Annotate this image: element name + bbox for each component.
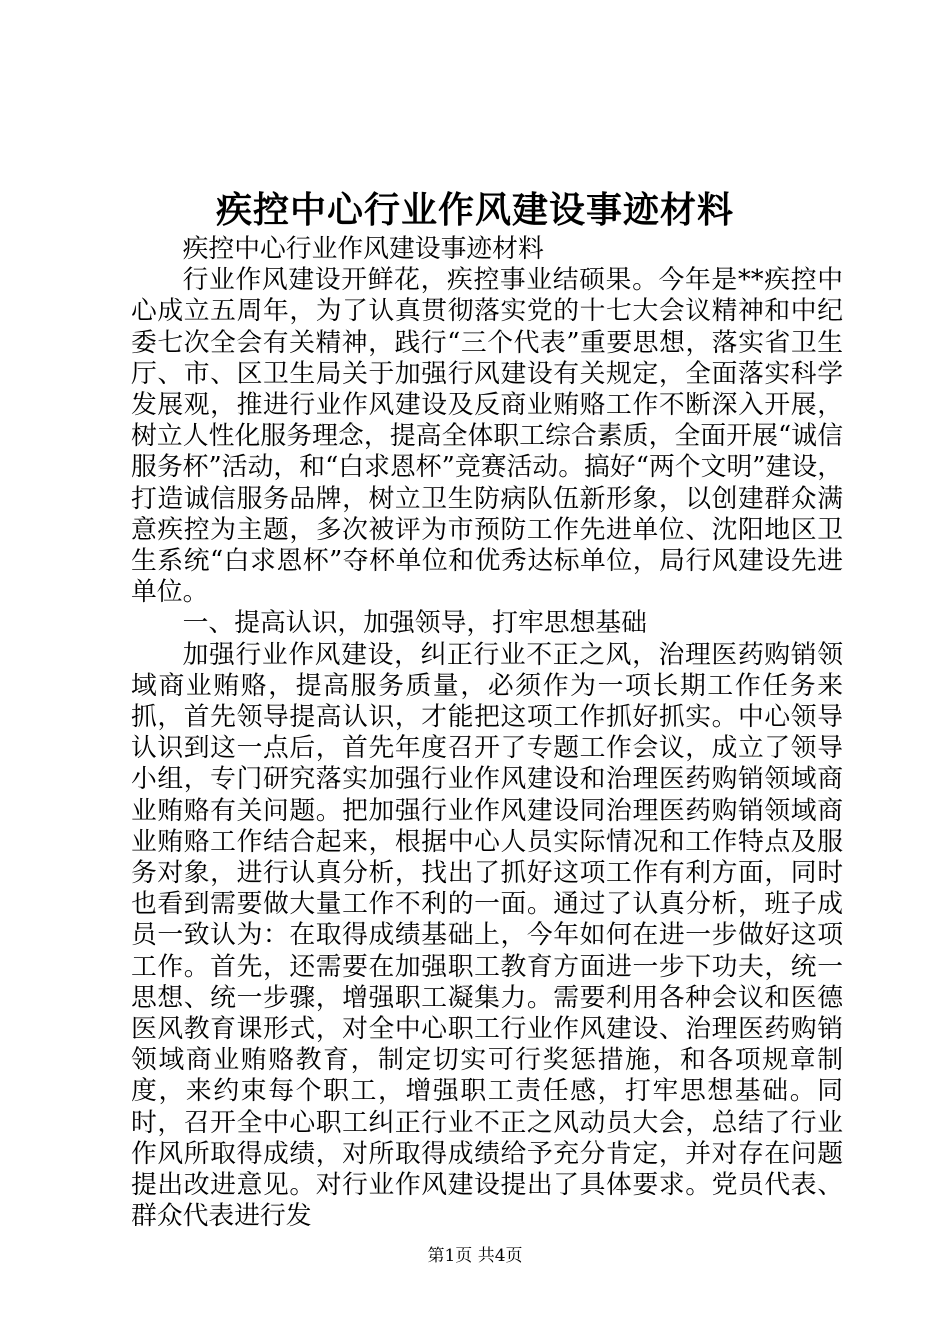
body-paragraph: 行业作风建设开鲜花，疾控事业结硕果。今年是**疾控中心成立五周年，为了认真贯彻落实党的十七大会议精神和中纪委七次全会有关精神，践行“三个代表”重要思想，落实省卫生厅、市、区卫生局关于加强行风建设有关规定，全面落实科学发展观，推进行业作风建设及反商业贿赂工作不断深入开展，树立人性化服务理念，提高全体职工综合素质，全面开展“诚信服务杯”活动，和“白求恩杯”竞赛活动。搞好“两个文明”建设，打造诚信服务品牌，树立卫生防病队伍新形象，以创建群众满意疾控为主题，多次被评为市预防工作先进单位、沈阳地区卫生系统“白求恩杯”夺杯单位和优秀达标单位，局行风建设先进单位。 <box>131 265 843 608</box>
body-subtitle: 疾控中心行业作风建设事迹材料 <box>182 234 544 264</box>
document-title: 疾控中心行业作风建设事迹材料 <box>215 189 734 231</box>
body-paragraph: 加强行业作风建设，纠正行业不正之风，治理医药购销领域商业贿赂，提高服务质量，必须作为一项长期工作任务来抓，首先领导提高认识，才能把这项工作抓好抓实。中心领导认识到这一点后，首先年度召开了专题工作会议，成立了领导小组，专门研究落实加强行业作风建设和治理医药购销领域商业贿赂有关问题。把加强行业作风建设同治理医药购销领域商业贿赂工作结合起来，根据中心人员实际情况和工作特点及服务对象，进行认真分析，找出了抓好这项工作有利方面，同时也看到需要做大量工作不利的一面。通过了认真分析，班子成员一致认为：在取得成绩基础上，今年如何在进一步做好这项工作。首先，还需要在加强职工教育方面进一步下功夫，统一思想、统一步骤，增强职工凝集力。需要利用各种会议和医德医风教育课形式，对全中心职工行业作风建设、治理医药购销领域商业贿赂教育，制定切实可行奖惩措施，和各项规章制度，来约束每个职工，增强职工责任感，打牢思想基础。同时，召开全中心职工纠正行业不正之风动员大会，总结了行业作风所取得成绩，对所取得成绩给予充分肯定，并对存在问题提出改进意见。对行业作风建设提出了具体要求。党员代表、群众代表进行发 <box>131 639 843 1232</box>
document-body <box>131 234 843 1233</box>
section-heading: 一、提高认识，加强领导，打牢思想基础 <box>182 608 647 639</box>
page-footer: 第1页 共4页 <box>427 1246 523 1266</box>
